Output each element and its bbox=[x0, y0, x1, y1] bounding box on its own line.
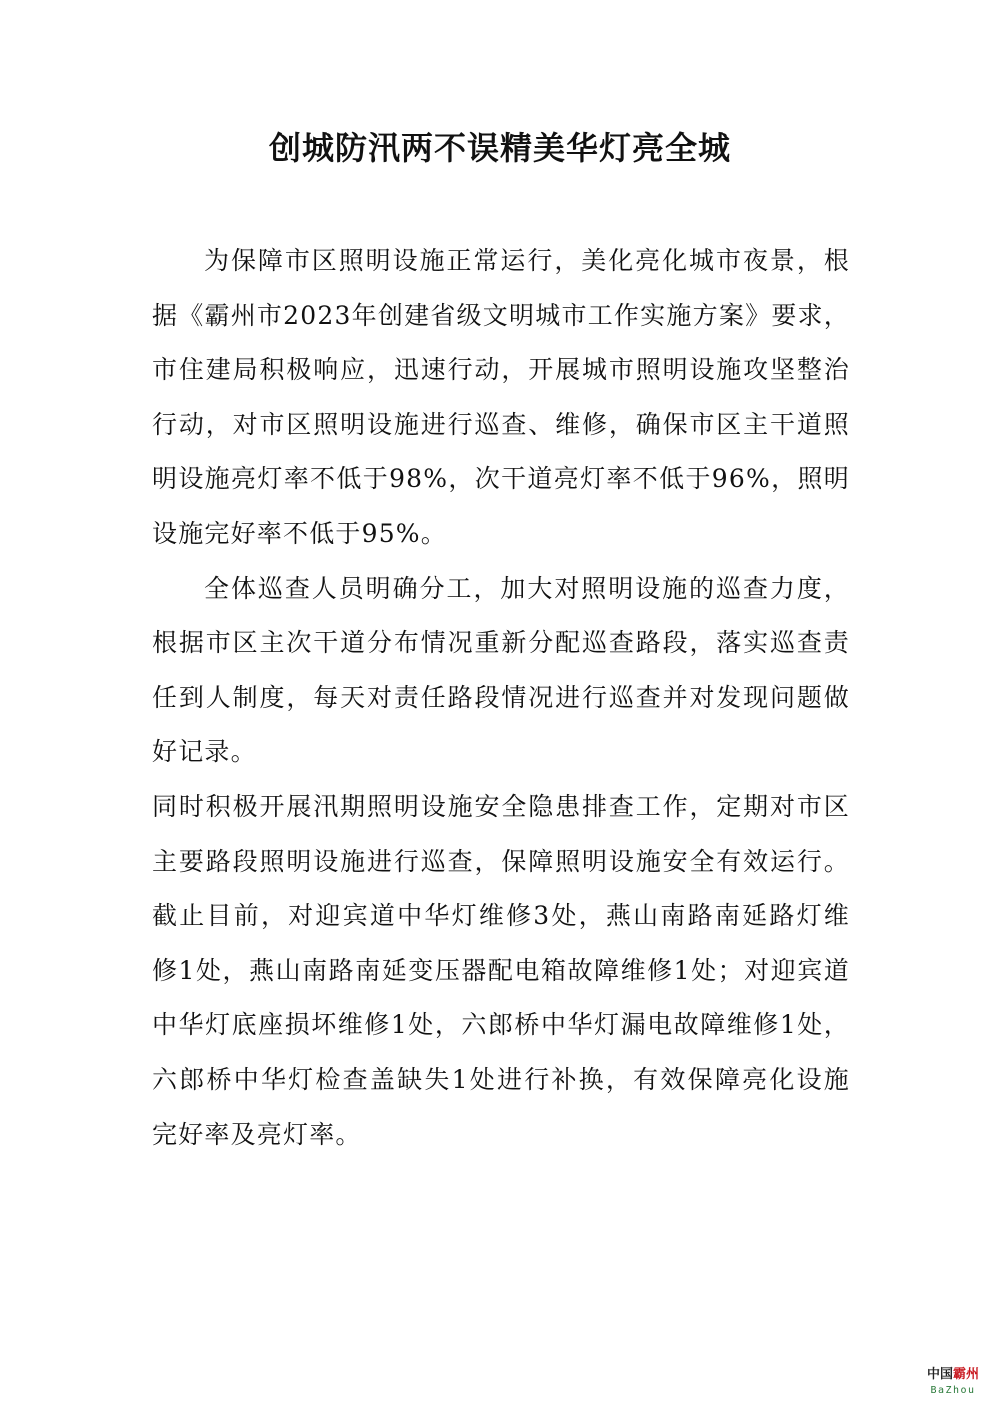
watermark-english: BaZhou bbox=[930, 1385, 976, 1396]
watermark-prefix: 中国 bbox=[926, 1367, 953, 1382]
watermark-chinese bbox=[918, 1366, 988, 1384]
bazhou-watermark-logo bbox=[918, 1366, 988, 1410]
paragraph-1: 为保障市区照明设施正常运行，美化亮化城市夜景，根据《霸州市2023年创建省级文明城市工作实施方案》要求，市住建局积极响应，迅速行动，开展城市照明设施攻坚整治行动，对市区照明设施进行巡查、维修，确保市区主干道照明设施亮灯率不低于98%，次干道亮灯率不低于96%，照明设施完好率不低于95%。 bbox=[152, 246, 850, 548]
document-body bbox=[152, 234, 850, 1162]
paragraph-2: 全体巡查人员明确分工，加大对照明设施的巡查力度，根据市区主次干道分布情况重新分配巡查路段，落实巡查责任到人制度，每天对责任路段情况进行巡查并对发现问题做好记录。 bbox=[152, 573, 850, 767]
document-title: 创城防汛两不误精美华灯亮全城 bbox=[268, 129, 731, 167]
paragraph-3: 同时积极开展汛期照明设施安全隐患排查工作，定期对市区主要路段照明设施进行巡查，保障照明设施安全有效运行。截止目前，对迎宾道中华灯维修3处，燕山南路南延路灯维修1处，燕山南路南延变压器配电箱故障维修1处；对迎宾道中华灯底座损坏维修1处，六郎桥中华灯漏电故障维修1处，六郎桥中华灯检查盖缺失1处进行补换，有效保障亮化设施完好率及亮灯率。 bbox=[152, 791, 850, 1149]
watermark-accent: 霸州 bbox=[953, 1367, 980, 1382]
